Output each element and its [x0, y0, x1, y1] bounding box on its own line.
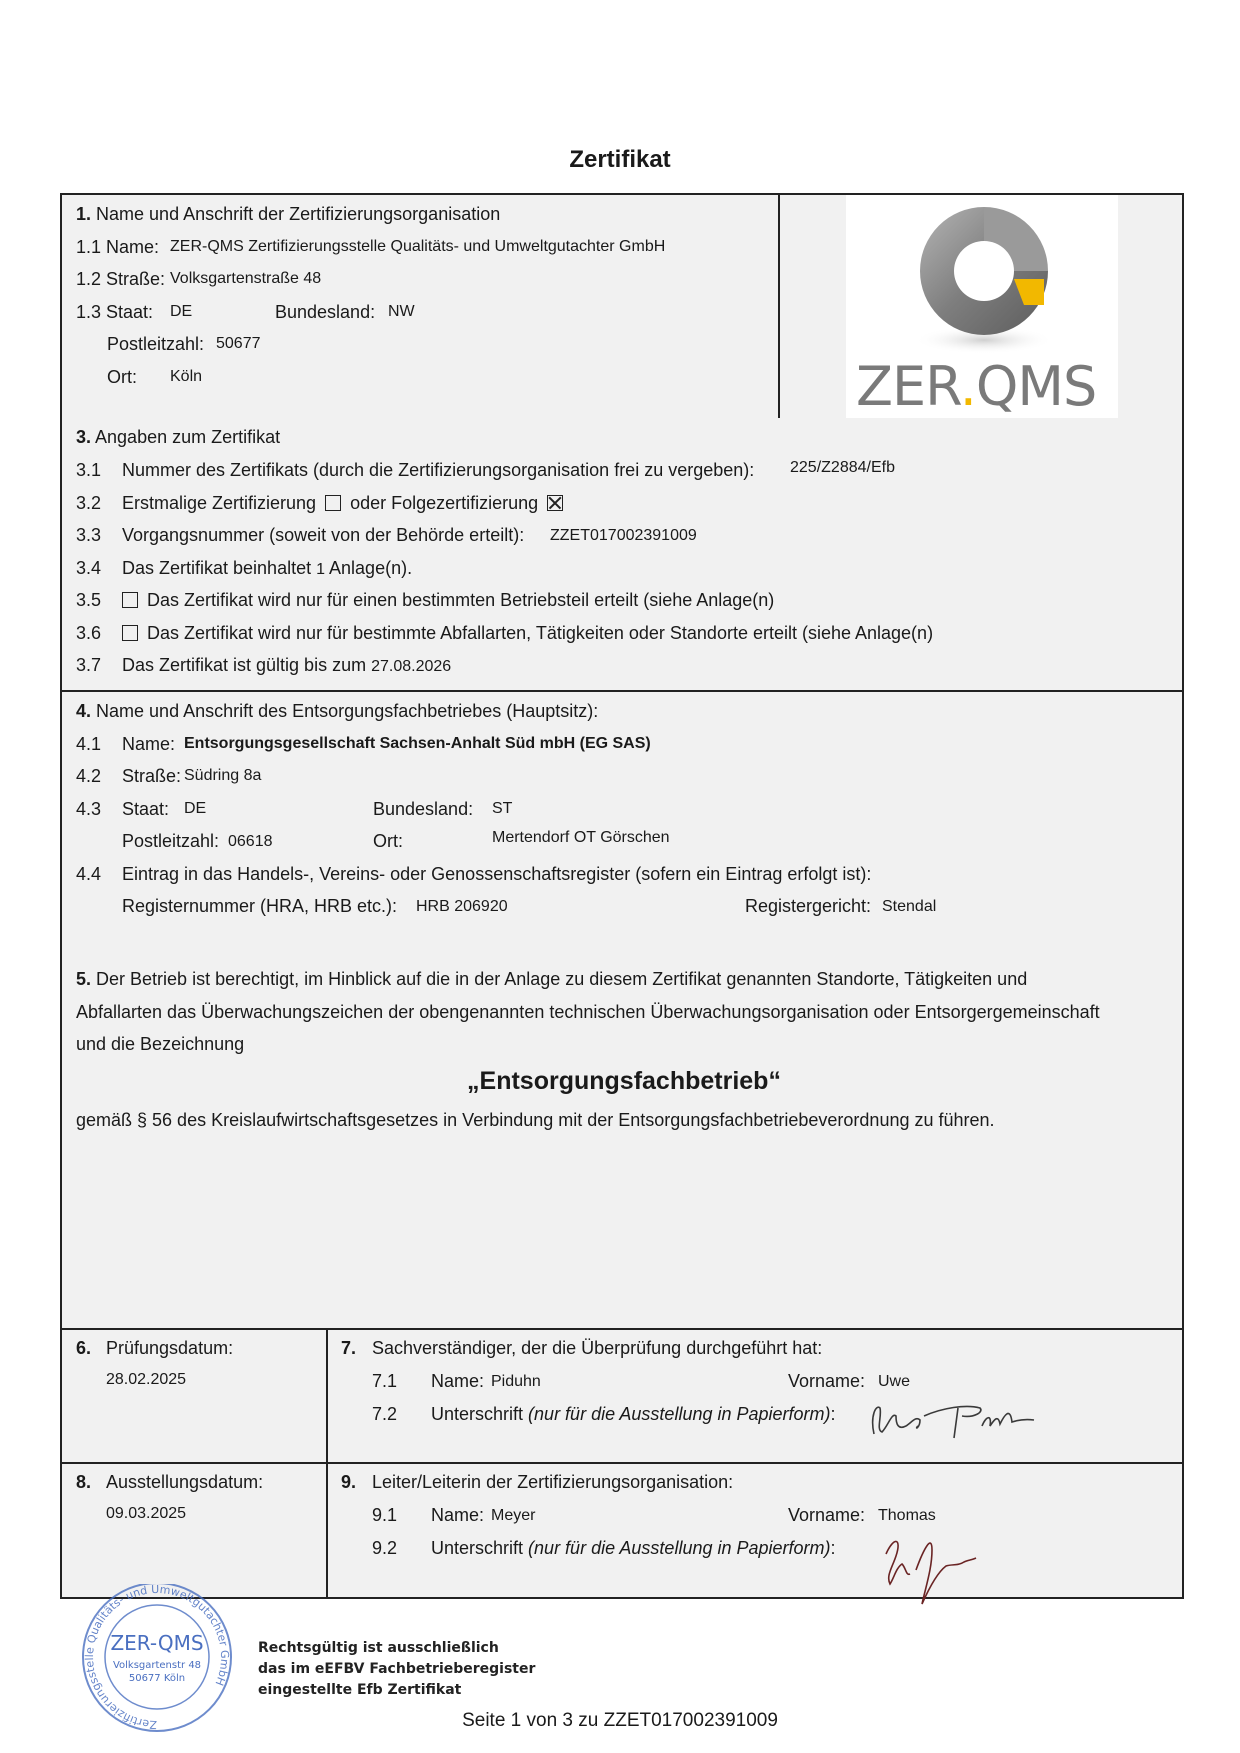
head-name-label: Name: [431, 1505, 485, 1525]
head-name-value: Meyer [491, 1507, 536, 1524]
expert-signature-note: (nur für die Ausstellung in Papierform) [528, 1404, 831, 1424]
section-5-line-3: und die Bezeichnung [76, 1034, 245, 1054]
expert-name-label: Name: [431, 1371, 485, 1391]
org-name-value: ZER-QMS Zertifizierungsstelle Qualitäts- und Umweltgutachter GmbH [170, 238, 666, 255]
head-signature-label [431, 1538, 836, 1559]
issue-date-value: 09.03.2025 [106, 1505, 187, 1522]
section-4-number: 4. [76, 701, 92, 721]
entsorgungsfachbetrieb-title: „Entsorgungsfachbetrieb“ [467, 1067, 781, 1095]
head-signature-note: (nur für die Ausstellung in Papierform) [528, 1538, 831, 1558]
initial-cert-label: Erstmalige Zertifizierung [122, 493, 317, 513]
org-street-label: 1.2 Straße: [76, 269, 166, 289]
follow-cert-label: oder Folgezertifizierung [350, 493, 539, 513]
head-vorname-value: Thomas [878, 1507, 936, 1524]
annex-count-value: 1 [316, 561, 326, 578]
legal-note-line-1: Rechtsgültig ist ausschließlich [258, 1640, 499, 1656]
company-row-4-2-num: 4.2 [76, 766, 102, 786]
company-row-4-3-num: 4.3 [76, 799, 102, 819]
section-3-number: 3. [76, 427, 92, 447]
section-8-9-divider [326, 1464, 328, 1597]
section-6-7-divider [326, 1330, 328, 1464]
expert-heading: Sachverständiger, der die Überprüfung durchgeführt hat: [372, 1338, 823, 1358]
section-3-heading [76, 427, 280, 448]
stamp-city: 50677 Köln [128, 1673, 186, 1684]
cert-row-3-7-num: 3.7 [76, 655, 102, 675]
company-state-label: Staat: [122, 799, 170, 819]
register-number-value: HRB 206920 [416, 898, 508, 915]
expert-signature-label-text: Unterschrift [431, 1404, 524, 1424]
cert-row-3-2 [122, 493, 567, 514]
org-ort-label: Ort: [107, 367, 137, 387]
issue-date-label: Ausstellungsdatum: [106, 1472, 264, 1492]
stamp-name: ZER-QMS [110, 1631, 204, 1655]
company-plz-value: 06618 [228, 833, 273, 850]
cert-row-3-7 [122, 655, 451, 676]
cert-row-3-6 [118, 623, 933, 644]
section-7-number: 7. [341, 1338, 357, 1358]
org-state-value: DE [170, 303, 193, 320]
expert-name-value: Piduhn [491, 1373, 541, 1390]
section-5-line-4: gemäß § 56 des Kreislaufwirtschaftsgesetzes in Verbindung mit der Entsorgungsfachbetriebeverordnung zu führen. [76, 1110, 995, 1130]
register-number-label: Registernummer (HRA, HRB etc.): [122, 896, 398, 916]
section-4-heading [76, 701, 598, 722]
section-1-box [60, 193, 1184, 420]
head-row-9-1-num: 9.1 [372, 1505, 398, 1525]
cert-row-3-5-num: 3.5 [76, 590, 102, 610]
section-5-line-1 [76, 969, 1027, 990]
zer-qms-logo [846, 195, 1118, 418]
company-ort-value: Mertendorf OT Görschen [492, 829, 670, 846]
section-4-box [60, 690, 1184, 962]
head-vorname-label: Vorname: [788, 1505, 866, 1525]
section-5-number: 5. [76, 969, 92, 989]
section-8-9-box [60, 1462, 1184, 1599]
org-state-label: 1.3 Staat: [76, 302, 154, 322]
section-8-number: 8. [76, 1472, 92, 1492]
section-5-box [60, 960, 1184, 1145]
page-number: Seite 1 von 3 zu ZZET017002391009 [462, 1710, 778, 1731]
legal-note [258, 1638, 535, 1701]
org-street-value: Volksgartenstraße 48 [170, 270, 322, 287]
process-number-value: ZZET017002391009 [550, 527, 697, 544]
section-1-heading-text: Name und Anschrift der Zertifizierungsorganisation [96, 204, 501, 224]
cert-row-3-4-num: 3.4 [76, 558, 102, 578]
cert-row-3-1-num: 3.1 [76, 460, 102, 480]
section-6-7-box [60, 1328, 1184, 1466]
blank-area [60, 1143, 1184, 1330]
company-row-4-1-num: 4.1 [76, 734, 102, 754]
register-court-value: Stendal [882, 898, 937, 915]
expert-signature-image [862, 1386, 1042, 1446]
expert-signature-label [431, 1404, 836, 1425]
document-title: Zertifikat [569, 146, 671, 173]
cert-row-3-1-text: Nummer des Zertifikats (durch die Zertifizierungsorganisation frei zu vergeben): [122, 460, 755, 480]
org-name-label: 1.1 Name: [76, 237, 160, 257]
company-street-value: Südring 8a [184, 767, 262, 784]
section-5-line-1-text: Der Betrieb ist berechtigt, im Hinblick auf die in der Anlage zu diesem Zertifikat genannten Standorte, Tätigkeiten und [96, 969, 1028, 989]
company-street-label: Straße: [122, 766, 182, 786]
betriebsteil-checkbox [122, 592, 138, 608]
abfallarten-checkbox [122, 625, 138, 641]
cert-row-3-4 [122, 558, 412, 579]
cert-row-3-3-text: Vorgangsnummer (soweit von der Behörde erteilt): [122, 525, 525, 545]
company-row-4-4-num: 4.4 [76, 864, 102, 884]
valid-until-label: Das Zertifikat ist gültig bis zum [122, 655, 367, 675]
section-4-heading-text: Name und Anschrift des Entsorgungsfachbetriebes (Hauptsitz): [96, 701, 599, 721]
abfallarten-text: Das Zertifikat wird nur für bestimmte Abfallarten, Tätigkeiten oder Standorte erteilt (siehe Anlage(n) [147, 623, 934, 643]
cert-row-3-3-num: 3.3 [76, 525, 102, 545]
head-heading: Leiter/Leiterin der Zertifizierungsorganisation: [372, 1472, 734, 1492]
cert-row-3-6-num: 3.6 [76, 623, 102, 643]
stamp-ring-text: Zertifizierungsstelle Qualitäts- und Umweltgutachter GmbH [83, 1584, 232, 1732]
expert-row-7-2-num: 7.2 [372, 1404, 398, 1424]
org-bundesland-value: NW [388, 303, 415, 320]
cert-number-value: 225/Z2884/Efb [790, 459, 895, 476]
section-1-divider [778, 195, 780, 418]
annex-count-suffix: Anlage(n). [329, 558, 413, 578]
company-bundesland-label: Bundesland: [373, 799, 474, 819]
company-ort-label: Ort: [373, 831, 403, 851]
section-9-number: 9. [341, 1472, 357, 1492]
head-row-9-2-num: 9.2 [372, 1538, 398, 1558]
legal-note-line-2: das im eEFBV Fachbetrieberegister [258, 1661, 536, 1677]
expert-vorname-value: Uwe [878, 1373, 911, 1390]
section-3-heading-text: Angaben zum Zertifikat [95, 427, 281, 447]
section-1-number: 1. [76, 204, 92, 224]
legal-note-line-3: eingestellte Efb Zertifikat [258, 1682, 462, 1698]
head-signature-image [872, 1524, 992, 1614]
org-plz-value: 50677 [216, 335, 261, 352]
section-3-box [60, 418, 1184, 692]
company-state-value: DE [184, 800, 207, 817]
exam-date-value: 28.02.2025 [106, 1371, 187, 1388]
org-bundesland-label: Bundesland: [275, 302, 376, 322]
head-signature-label-text: Unterschrift [431, 1538, 524, 1558]
section-5-line-2: Abfallarten das Überwachungszeichen der obengenannten technischen Überwachungsorganisation oder Entsorgergemeinschaft [76, 1002, 1100, 1022]
initial-cert-checkbox [325, 495, 341, 511]
company-plz-label: Postleitzahl: [122, 831, 220, 851]
expert-vorname-label: Vorname: [788, 1371, 866, 1391]
cert-row-3-5 [118, 590, 774, 611]
register-entry-text: Eintrag in das Handels-, Vereins- oder Genossenschaftsregister (sofern ein Eintrag erfolgt ist): [122, 864, 872, 884]
register-court-label: Registergericht: [745, 896, 872, 916]
stamp-street: Volksgartenstr 48 [112, 1660, 202, 1671]
company-bundesland-value: ST [492, 800, 513, 817]
org-ort-value: Köln [170, 368, 203, 385]
exam-date-label: Prüfungsdatum: [106, 1338, 234, 1358]
company-name-label: Name: [122, 734, 176, 754]
head-signature-colon: : [830, 1538, 836, 1558]
section-1-heading [76, 204, 500, 225]
expert-row-7-1-num: 7.1 [372, 1371, 398, 1391]
valid-until-value: 27.08.2026 [371, 658, 452, 675]
section-6-number: 6. [76, 1338, 92, 1358]
cert-row-3-2-num: 3.2 [76, 493, 102, 513]
org-plz-label: Postleitzahl: [107, 334, 205, 354]
company-name-value: Entsorgungsgesellschaft Sachsen-Anhalt Süd mbH (EG SAS) [184, 735, 651, 752]
logo-wordmark: ZER.QMS [856, 355, 1097, 418]
annex-count-label: Das Zertifikat beinhaltet [122, 558, 312, 578]
betriebsteil-text: Das Zertifikat wird nur für einen bestimmten Betriebsteil erteilt (siehe Anlage(n) [147, 590, 775, 610]
expert-signature-colon: : [830, 1404, 836, 1424]
follow-cert-checkbox [547, 495, 563, 511]
